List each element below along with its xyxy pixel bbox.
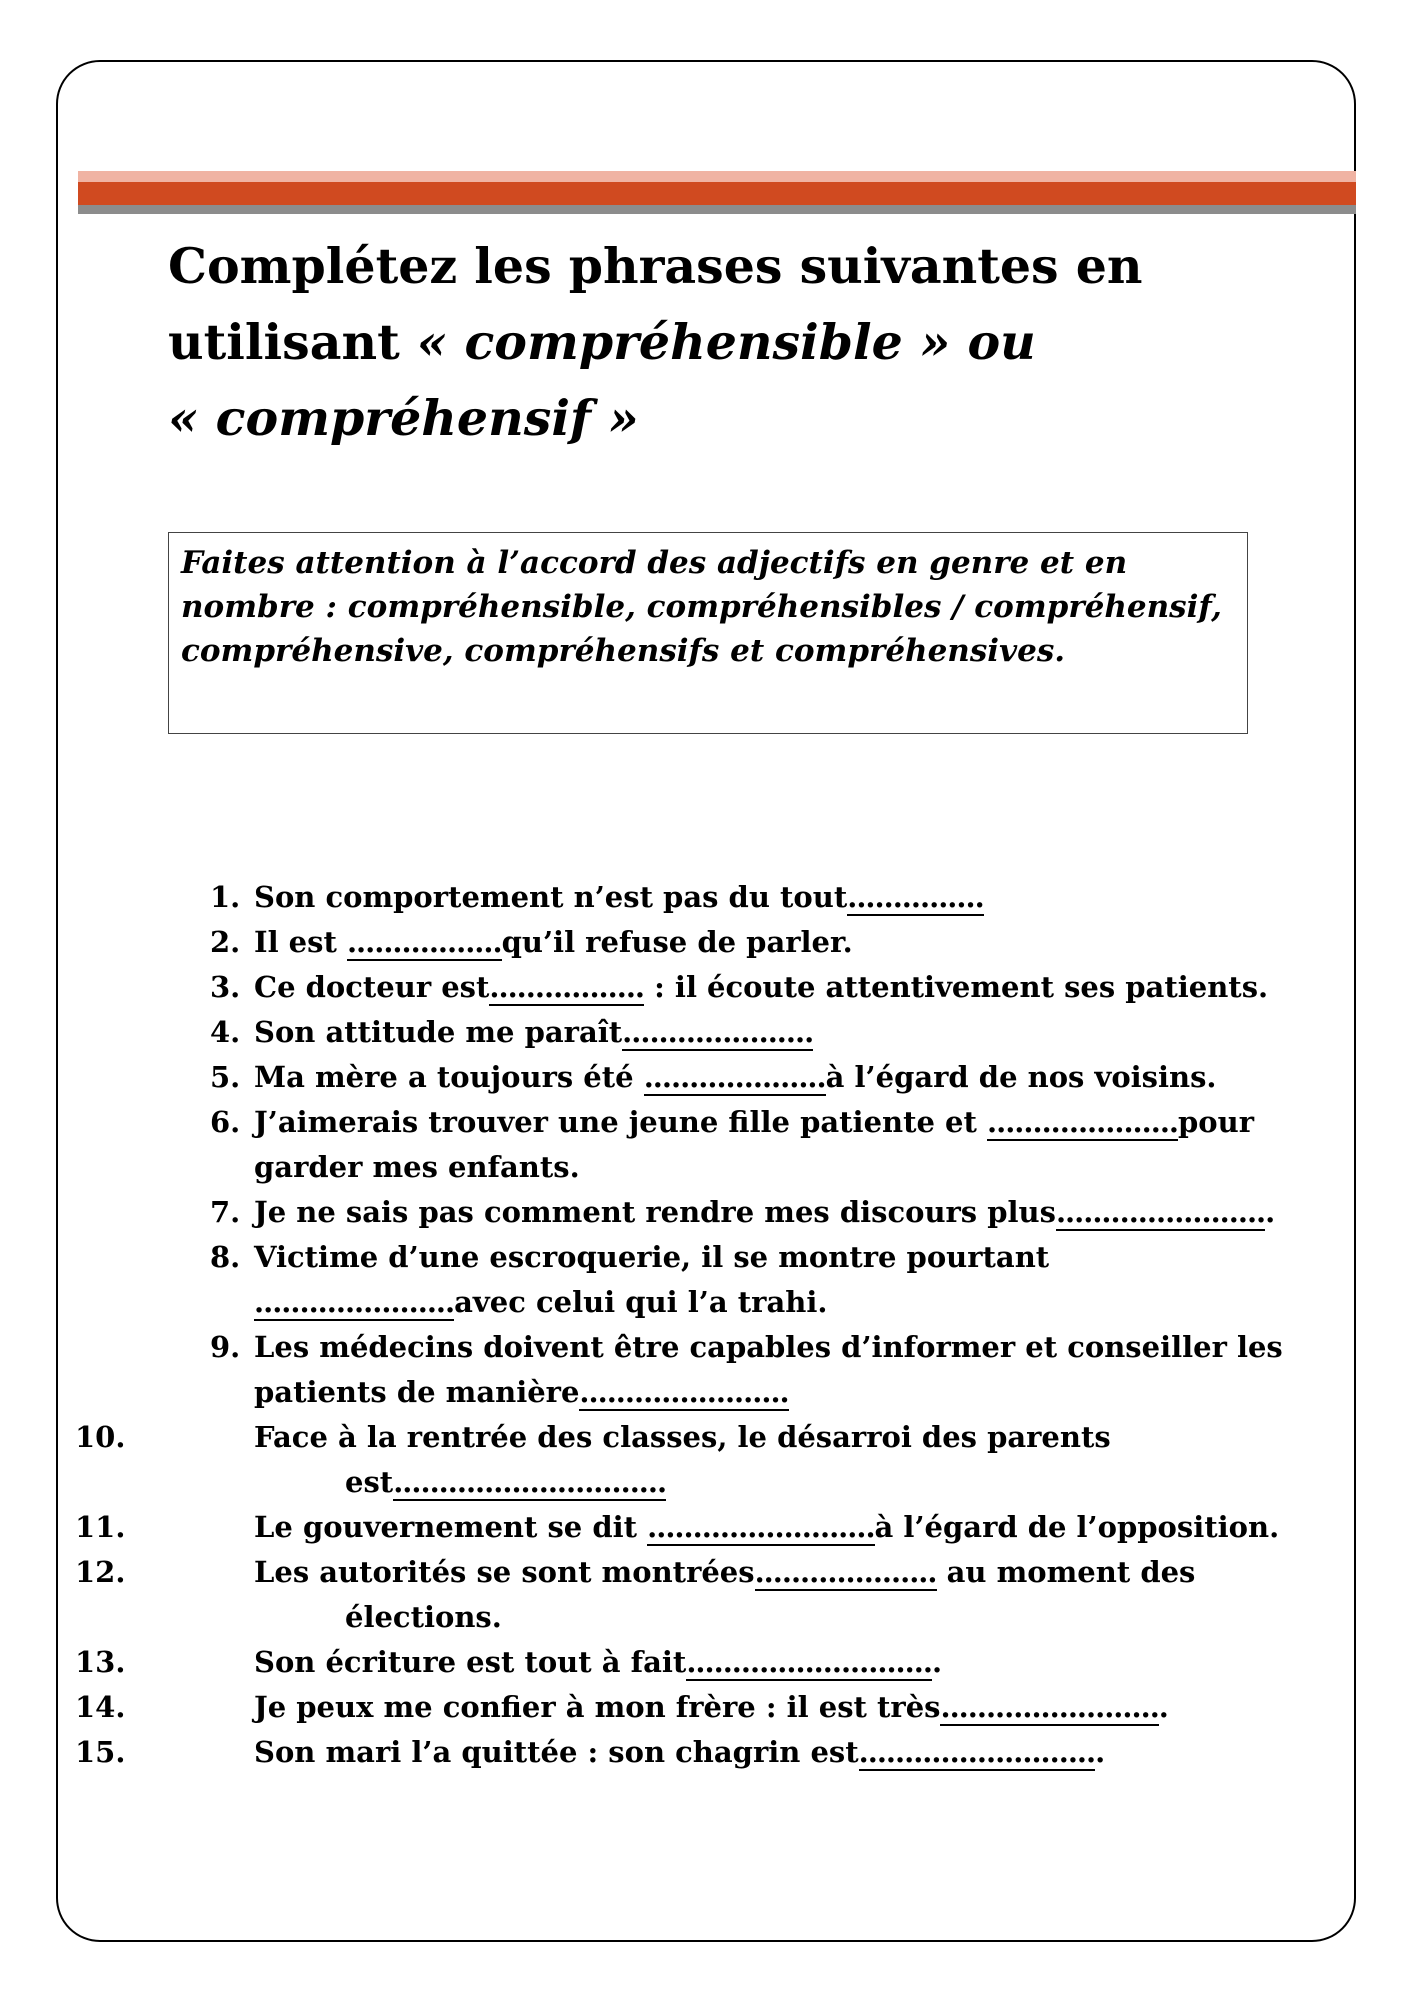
item-text-after: à l’égard de nos voisins.	[825, 1060, 1217, 1094]
title-line-3	[168, 380, 1288, 456]
exercise-item: 14. Je peux me confier à mon frère : il est très.........................	[75, 1690, 1169, 1724]
answer-blank[interactable]: ..............................	[393, 1465, 667, 1499]
exercise-item: 13. Son écriture est tout à fait............................	[75, 1645, 943, 1679]
answer-blank[interactable]: .....................	[622, 1015, 814, 1049]
answer-blank[interactable]: ...............	[847, 880, 984, 914]
item-text-after: .	[931, 1645, 943, 1679]
answer-blank[interactable]: ....................	[643, 1060, 826, 1094]
exercise-item	[210, 1055, 1320, 1100]
item-text-before: Les autorités se sont montrées	[254, 1555, 755, 1589]
header-band-light	[78, 171, 1356, 182]
item-text-before: Face à la rentrée des classes, le désarroi des parents est	[254, 1420, 1111, 1499]
exercise-title	[168, 228, 1288, 456]
exercise-item	[210, 920, 1320, 965]
title-line-2-italic: « compréhensible » ou	[416, 313, 1036, 371]
item-text-before: J’aimerais trouver une jeune fille patiente et	[254, 1105, 987, 1139]
exercise-item	[210, 1325, 1320, 1415]
item-number: 7.	[210, 1195, 241, 1229]
item-number: 1.	[210, 880, 241, 914]
item-text-after: .	[1158, 1690, 1169, 1724]
item-text-after: qu’il refuse de parler.	[501, 925, 853, 959]
item-number: 9.	[210, 1330, 241, 1364]
item-text-before: Les médecins doivent être capables d’informer et conseiller les patients de manière	[254, 1330, 1283, 1409]
item-text-after: au moment des élections.	[345, 1555, 1196, 1634]
item-text-before: Le gouvernement se dit	[254, 1510, 648, 1544]
item-text-before: Ce docteur est	[254, 970, 490, 1004]
item-number: 2.	[210, 925, 241, 959]
item-text-before: Son attitude me paraît	[254, 1015, 623, 1049]
answer-blank[interactable]: ........................	[940, 1690, 1159, 1724]
exercise-item	[210, 875, 1320, 920]
instruction-box	[168, 532, 1248, 734]
item-number: 4.	[210, 1015, 241, 1049]
title-line-2-plain: utilisant	[168, 313, 417, 371]
item-text-after: : il écoute attentivement ses patients.	[644, 970, 1269, 1004]
item-text-before: Il est	[254, 925, 347, 959]
exercise-item: 10. Face à la rentrée des classes, le désarroi des parents est..............................	[75, 1420, 1111, 1499]
answer-blank[interactable]: ......................	[254, 1285, 455, 1319]
exercise-item	[210, 965, 1320, 1010]
answer-blank[interactable]: .......................	[1055, 1195, 1266, 1229]
exercise-list	[75, 875, 1320, 1775]
answer-blank[interactable]: .................	[489, 970, 645, 1004]
item-text-before: Ma mère a toujours été	[254, 1060, 644, 1094]
exercise-item	[210, 1235, 1320, 1325]
exercise-item	[210, 1010, 1320, 1055]
title-line-3-italic: « compréhensif »	[168, 389, 639, 447]
exercise-item: 12. Les autorités se sont montrées.................... au moment des élections.	[75, 1555, 1196, 1634]
answer-blank[interactable]: .......................	[579, 1375, 789, 1409]
header-band-orange	[78, 182, 1356, 205]
item-text-after: .	[1095, 1735, 1106, 1769]
answer-blank[interactable]: .........................	[647, 1510, 875, 1544]
exercise-item: 15. Son mari l’a quittée : son chagrin est...........................	[75, 1735, 1106, 1769]
item-text-before: Je peux me confier à mon frère : il est très	[254, 1690, 941, 1724]
answer-blank[interactable]: ..........................	[858, 1735, 1096, 1769]
exercise-item: 11. Le gouvernement se dit .........................à l’égard de l’opposition.	[75, 1510, 1280, 1544]
title-line-1: Complétez les phrases suivantes en	[168, 237, 1143, 295]
item-text-before: Son écriture est tout à fait	[254, 1645, 687, 1679]
item-text-after: à l’égard de l’opposition.	[874, 1510, 1280, 1544]
item-text-before: Son mari l’a quittée : son chagrin est	[254, 1735, 859, 1769]
exercise-item	[210, 1100, 1320, 1190]
item-number: 6.	[210, 1105, 241, 1139]
item-text-after: avec celui qui l’a trahi.	[454, 1285, 828, 1319]
header-band-gray	[78, 205, 1356, 214]
item-text-after: pour garder mes enfants.	[254, 1105, 1255, 1184]
item-text-before: Victime d’une escroquerie, il se montre pourtant	[254, 1240, 1050, 1274]
answer-blank[interactable]: .....................	[987, 1105, 1179, 1139]
answer-blank[interactable]: ...........................	[686, 1645, 932, 1679]
answer-blank[interactable]: .................	[346, 925, 502, 959]
item-number: 8.	[210, 1240, 241, 1274]
title-line-2	[168, 304, 1288, 380]
item-number: 5.	[210, 1060, 241, 1094]
item-number: 3.	[210, 970, 241, 1004]
exercise-item	[210, 1190, 1320, 1235]
item-text-before: Son comportement n’est pas du tout	[254, 880, 848, 914]
instruction-text: Faites attention à l’accord des adjectifs en genre et en nombre : compréhensible, compréhensibles / compréhensif, compréhensive, compréhensifs et compréhensives.	[181, 545, 1222, 669]
item-text-after: .	[1265, 1195, 1276, 1229]
item-text-before: Je ne sais pas comment rendre mes discours plus	[254, 1195, 1056, 1229]
answer-blank[interactable]: ....................	[754, 1555, 937, 1589]
